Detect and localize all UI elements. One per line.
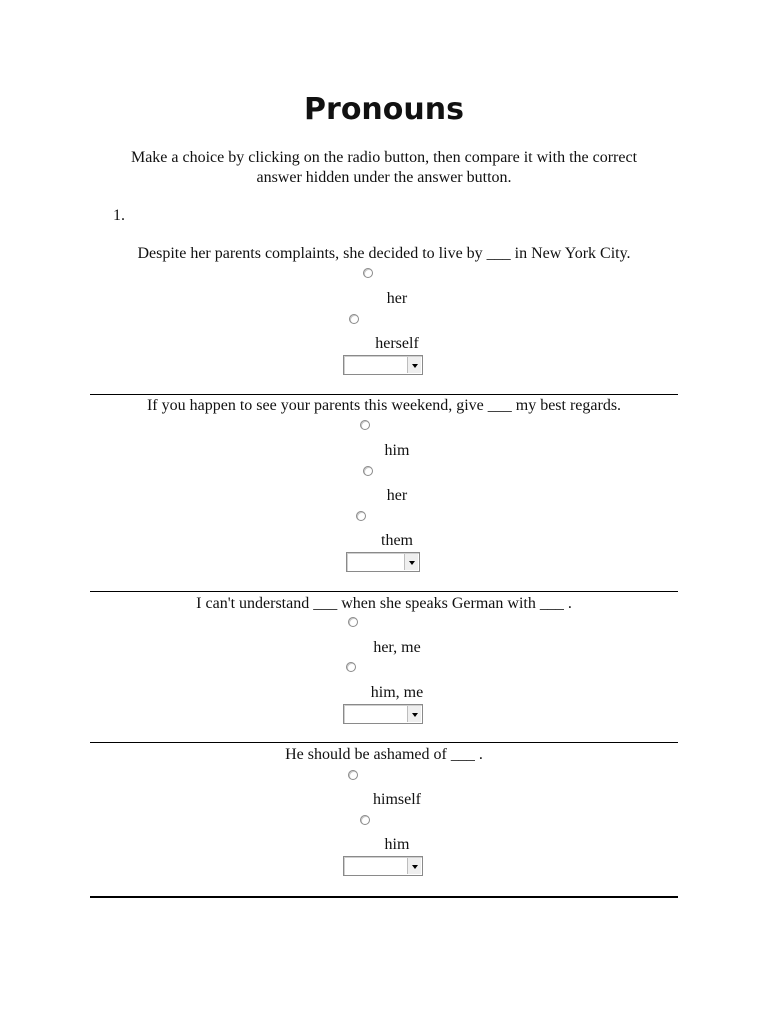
option-radio[interactable] [348,617,358,627]
answer-select[interactable] [343,856,423,876]
question-text: Despite her parents complaints, she decided to live by ___ in New York City. [137,245,631,262]
option-label: him [384,836,410,853]
question-text: He should be ashamed of ___ . [285,746,483,763]
answer-select[interactable] [346,552,420,572]
option-label: her [386,487,408,504]
instructions: Make a choice by clicking on the radio button, then compare it with the correct answer hidden under the answer button. [130,149,638,186]
option-radio[interactable] [360,815,370,825]
chevron-down-icon[interactable] [407,357,421,373]
option-radio[interactable] [363,268,373,278]
divider [90,591,678,592]
chevron-down-icon[interactable] [407,706,421,722]
question-text: If you happen to see your parents this weekend, give ___ my best regards. [146,397,622,414]
divider [90,742,678,743]
divider [90,896,678,898]
divider [90,394,678,395]
chevron-down-icon[interactable] [404,554,418,570]
page-title: Pronouns [304,92,464,127]
question-number: 1. [113,207,125,224]
option-radio[interactable] [363,466,373,476]
answer-select[interactable] [343,355,423,375]
option-label: herself [375,335,419,352]
chevron-down-icon[interactable] [407,858,421,874]
option-radio[interactable] [348,770,358,780]
option-label: them [381,532,413,549]
option-radio[interactable] [360,420,370,430]
option-radio[interactable] [356,511,366,521]
option-label: her, me [373,639,421,656]
option-label: her [386,290,408,307]
question-text: I can't understand ___ when she speaks German with ___ . [196,595,572,612]
answer-select[interactable] [343,704,423,724]
option-radio[interactable] [346,662,356,672]
option-label: himself [373,791,421,808]
option-label: him [384,442,410,459]
option-label: him, me [370,684,424,701]
option-radio[interactable] [349,314,359,324]
